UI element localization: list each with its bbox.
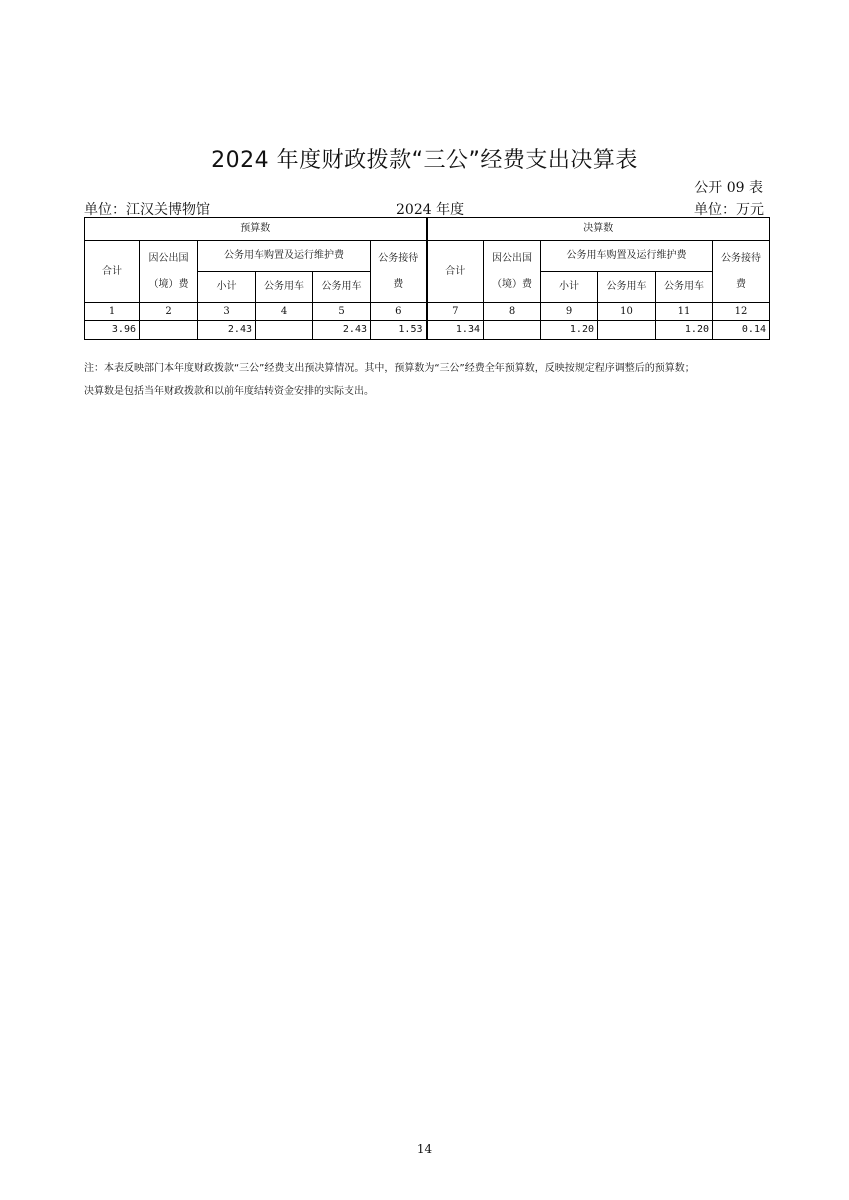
value-cell: 2.43 xyxy=(198,321,256,340)
final-abroad-line2: （境）费 xyxy=(492,278,532,290)
column-number: 8 xyxy=(484,303,541,321)
column-number: 6 xyxy=(371,303,427,321)
column-number: 1 xyxy=(85,303,140,321)
value-cell xyxy=(484,321,541,340)
header-row-1 xyxy=(85,218,770,241)
column-number: 3 xyxy=(198,303,256,321)
budget-vehicle-purchase-header: 公务用车 xyxy=(256,272,313,303)
header-row-2 xyxy=(85,241,770,272)
note-line-2: 决算数是包括当年财政拨款和以前年度结转资金安排的实际支出。 xyxy=(84,386,374,397)
budget-header: 预算数 xyxy=(85,218,427,241)
value-cell xyxy=(598,321,656,340)
final-vehicle-group-header: 公务用车购置及运行维护费 xyxy=(541,241,713,272)
page-number: 14 xyxy=(416,1142,433,1156)
value-cell: 0.14 xyxy=(713,321,770,340)
value-cell: 3.96 xyxy=(85,321,140,340)
final-reception-line2: 费 xyxy=(736,278,746,290)
final-reception-line1: 公务接待 xyxy=(721,252,761,264)
value-cell: 1.20 xyxy=(656,321,713,340)
value-cell xyxy=(140,321,198,340)
table-note xyxy=(84,357,774,403)
meta-row xyxy=(84,199,764,217)
budget-reception-line1: 公务接待 xyxy=(378,252,419,264)
column-number: 9 xyxy=(541,303,598,321)
budget-subtotal-header: 小计 xyxy=(198,272,256,303)
budget-vehicle-group-header: 公务用车购置及运行维护费 xyxy=(198,241,371,272)
value-cell: 1.53 xyxy=(371,321,427,340)
final-abroad-line1: 因公出国 xyxy=(492,252,532,264)
value-row xyxy=(85,321,770,340)
final-header: 决算数 xyxy=(427,218,770,241)
final-vehicle-purchase-header: 公务用车 xyxy=(598,272,656,303)
column-number: 11 xyxy=(656,303,713,321)
final-reception-header xyxy=(713,241,770,303)
report-year: 2024 年度 xyxy=(396,202,465,218)
column-number: 10 xyxy=(598,303,656,321)
column-number: 12 xyxy=(713,303,770,321)
table-code: 公开 09 表 xyxy=(694,180,763,196)
final-total-header: 合计 xyxy=(427,241,484,303)
note-line-1: 注：本表反映部门本年度财政拨款“三公”经费支出预决算情况。其中，预算数为“三公”经费全年预算数，反映按规定程序调整后的预算数； xyxy=(84,363,695,374)
unit-name: 单位：江汉关博物馆 xyxy=(84,202,210,218)
budget-abroad-line1: 因公出国 xyxy=(148,252,189,264)
column-number: 2 xyxy=(140,303,198,321)
value-cell: 1.20 xyxy=(541,321,598,340)
budget-total-header: 合计 xyxy=(85,241,140,303)
budget-abroad-line2: （境）费 xyxy=(148,278,189,290)
value-cell: 1.34 xyxy=(427,321,484,340)
budget-reception-header xyxy=(371,241,427,303)
column-number: 7 xyxy=(427,303,484,321)
column-number: 5 xyxy=(313,303,371,321)
page-title: 2024 年度财政拨款“三公”经费支出决算表 xyxy=(211,148,638,173)
budget-reception-line2: 费 xyxy=(393,278,404,290)
final-abroad-header xyxy=(484,241,541,303)
value-cell xyxy=(256,321,313,340)
column-number-row xyxy=(85,303,770,321)
three-public-expenses-table xyxy=(84,217,770,340)
column-number: 4 xyxy=(256,303,313,321)
budget-abroad-header xyxy=(140,241,198,303)
currency-unit: 单位：万元 xyxy=(694,202,764,218)
final-subtotal-header: 小计 xyxy=(541,272,598,303)
budget-vehicle-operation-header: 公务用车 xyxy=(313,272,371,303)
value-cell: 2.43 xyxy=(313,321,371,340)
final-vehicle-operation-header: 公务用车 xyxy=(656,272,713,303)
